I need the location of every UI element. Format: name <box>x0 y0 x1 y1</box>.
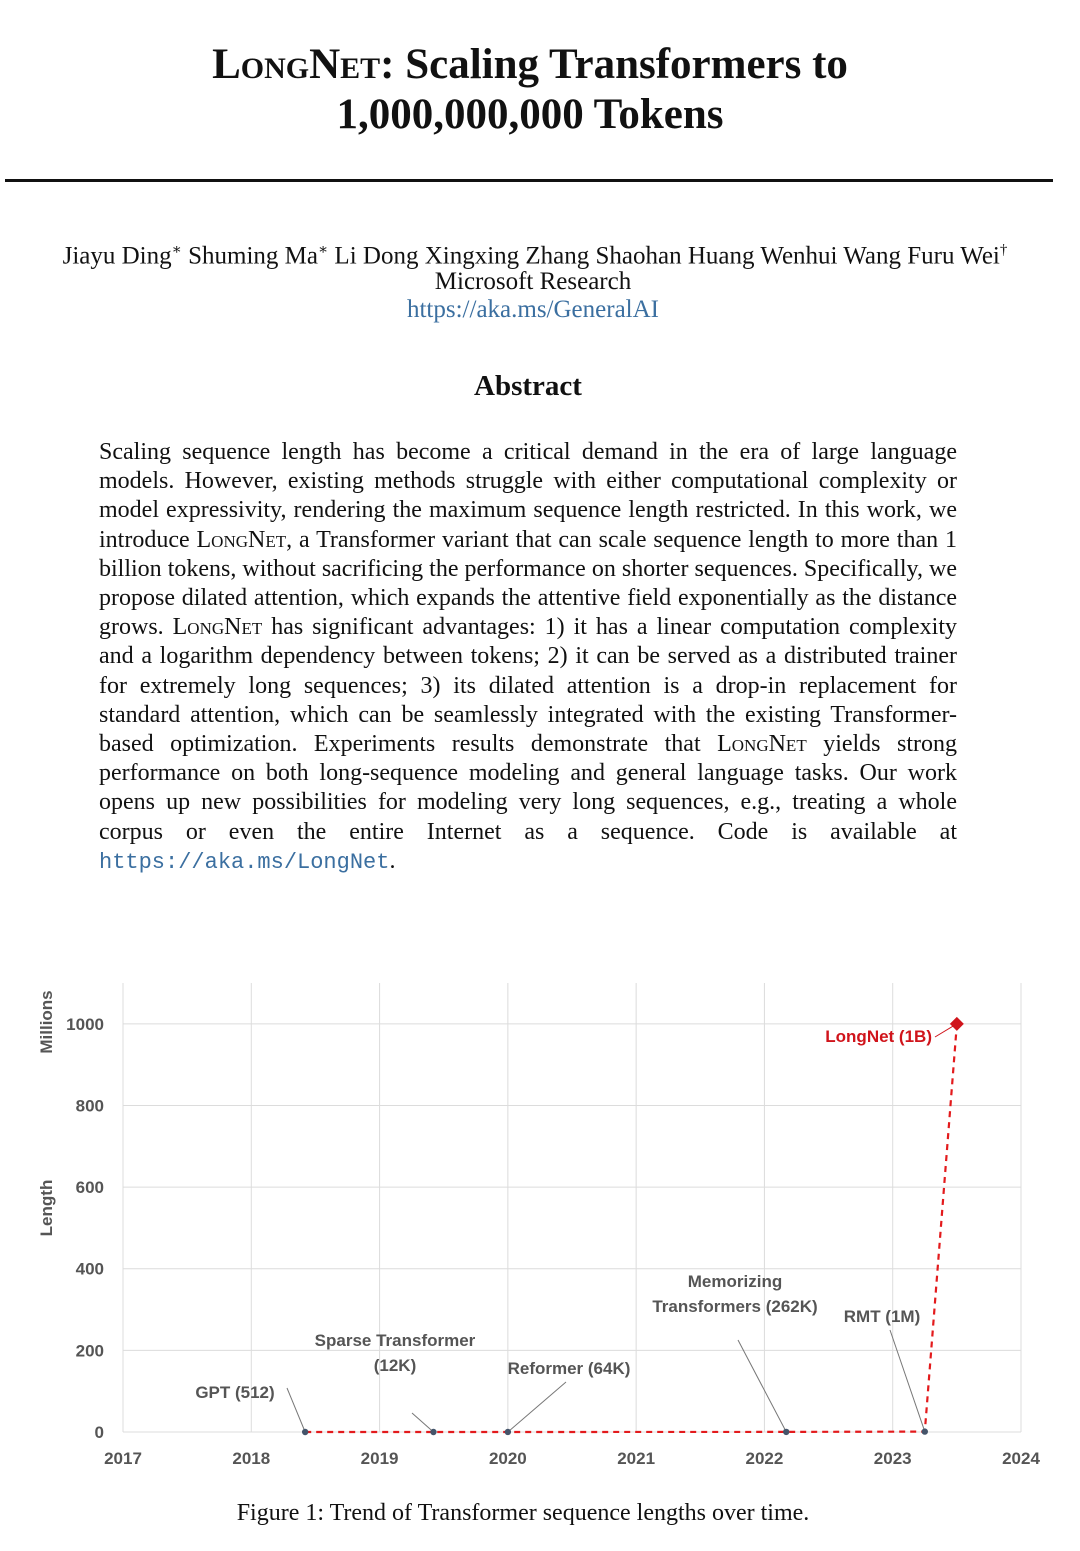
data-point-longnet <box>950 1017 964 1031</box>
data-label: Sparse Transformer <box>314 1331 476 1350</box>
author: Shaohan Huang <box>595 242 755 270</box>
y-tick-label: 400 <box>75 1259 104 1279</box>
label-leader-line <box>412 1413 433 1432</box>
y-axis-label: Length <box>37 1179 56 1237</box>
x-tick-label: 2023 <box>873 1449 912 1468</box>
author: Furu Wei <box>907 242 1000 270</box>
author: Li Dong <box>334 242 419 270</box>
x-tick-label: 2024 <box>1002 1449 1040 1468</box>
author: Xingxing Zhang <box>424 242 590 270</box>
abstract-text: has significant advantages: 1) it has a linear computation complexity and a logarithm dependency between tokens; 2) it can be served as a distributed trainer for extremely long sequences; 3) its dilated attention is a drop-in replacement for standard attention, which can be seamlessly integrated with the existing Transformer-based optimization. Experiments results demonstrate that <box>99 614 957 758</box>
x-tick-label: 2018 <box>232 1449 271 1468</box>
title-rest-line1: : Scaling Transformers to <box>380 41 848 88</box>
x-tick-label: 2022 <box>745 1449 784 1468</box>
abstract-text: , a Transformer variant that can scale sequence length to more than 1 billion tokens, without sacrificing the performance on shorter sequences. Specifically, we propose dilated attention, which expands the attentive field exponentially as the distance grows. <box>99 526 957 641</box>
data-label: Transformers (262K) <box>652 1297 818 1316</box>
y-tick-label: 600 <box>75 1178 104 1198</box>
abstract-body <box>99 438 957 877</box>
title-longnet: LongNet <box>212 41 381 88</box>
abstract-heading: Abstract <box>474 370 582 402</box>
project-link[interactable]: https://aka.ms/GeneralAI <box>406 296 659 323</box>
abstract-text: . <box>389 847 396 874</box>
label-leader-line <box>287 1388 305 1432</box>
x-tick-label: 2019 <box>360 1449 399 1468</box>
data-point <box>302 1429 308 1435</box>
author-mark: ∗ <box>317 242 329 258</box>
author: Wenhui Wang <box>760 242 901 270</box>
author-mark: ∗ <box>171 242 182 258</box>
author-mark: † <box>999 242 1008 258</box>
data-point <box>430 1429 436 1435</box>
y-tick-label: 800 <box>75 1096 104 1116</box>
data-label: (12K) <box>373 1356 417 1375</box>
author: Jiayu Ding <box>62 242 172 270</box>
y-tick-label: 1000 <box>66 1014 104 1034</box>
data-label-longnet: LongNet (1B) <box>825 1027 932 1046</box>
data-point <box>505 1429 511 1435</box>
abstract-text: yields strong performance on both long-sequence modeling and general language tasks. Our work opens up new possibilities for modeling very long sequences, e.g., treating a whole corpus or even the entire Internet as a sequence. Code is available at <box>99 731 957 845</box>
y-tick-label: 200 <box>75 1341 104 1361</box>
affiliation: Microsoft Research <box>434 268 632 295</box>
author-list <box>0 236 1070 270</box>
data-label: GPT (512) <box>195 1383 275 1402</box>
sequence-length-chart <box>0 970 1080 1480</box>
author: Shuming Ma <box>188 242 318 270</box>
figure-caption: Figure 1: Trend of Transformer sequence lengths over time. <box>236 1500 810 1526</box>
x-tick-label: 2020 <box>488 1449 527 1468</box>
label-leader-line <box>738 1340 786 1432</box>
abstract-text: Scaling sequence length has become a critical demand in the era of large language models. However, existing methods struggle with either computational complexity or model expressivity, rendering the maximum sequence length restricted. In this work, we introduce <box>99 439 957 553</box>
paper-title <box>0 40 1060 140</box>
data-label: RMT (1M) <box>843 1307 921 1326</box>
data-label: Memorizing <box>687 1272 783 1291</box>
y-tick-label: 0 <box>94 1423 104 1442</box>
x-tick-label: 2017 <box>104 1449 142 1468</box>
data-label: Reformer (64K) <box>507 1359 631 1378</box>
title-line2: 1,000,000,000 Tokens <box>336 91 724 138</box>
data-point <box>922 1428 928 1434</box>
label-leader-line <box>890 1330 925 1432</box>
abstract-longnet: LongNet <box>717 731 807 758</box>
code-link[interactable]: https://aka.ms/LongNet <box>99 849 390 875</box>
label-leader-line <box>508 1382 566 1432</box>
abstract-longnet: LongNet <box>172 614 263 641</box>
x-tick-label: 2021 <box>617 1449 656 1468</box>
abstract-longnet: LongNet <box>196 526 287 553</box>
title-rule <box>5 179 1053 182</box>
y-axis-unit: Millions <box>37 990 56 1054</box>
data-point <box>783 1429 789 1435</box>
